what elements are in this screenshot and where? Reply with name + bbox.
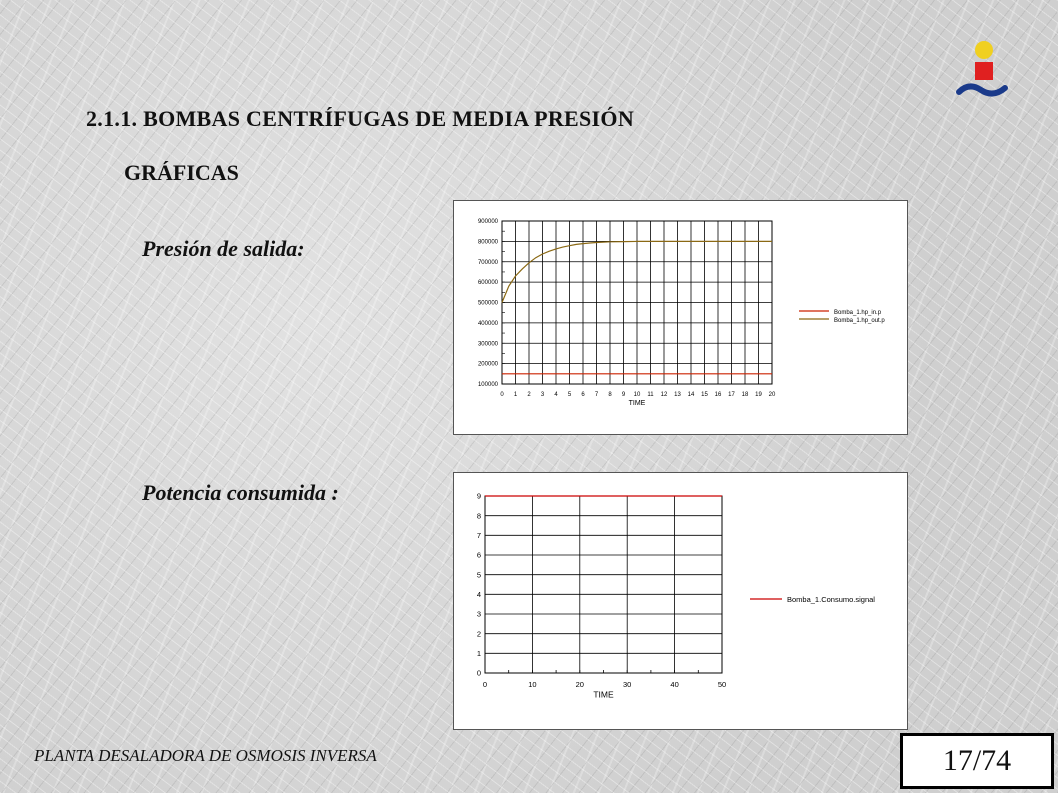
y-tick-label: 900000: [477, 219, 498, 226]
x-tick-label: 20: [575, 680, 584, 689]
x-tick-label: 17: [728, 392, 735, 398]
x-tick-label: 5: [567, 392, 572, 398]
y-tick-label: 400000: [477, 320, 498, 327]
logo-red-square: [975, 62, 993, 80]
x-tick-label: 10: [633, 392, 641, 398]
x-axis-label: TIME: [628, 400, 646, 407]
y-tick-label: 2: [476, 629, 481, 639]
x-tick-label: 50: [717, 680, 727, 689]
legend-label: Bomba_1.Consumo.signal: [787, 595, 875, 604]
y-tick-label: 7: [476, 530, 481, 540]
x-tick-label: 19: [755, 392, 762, 398]
x-tick-label: 16: [714, 392, 722, 398]
pressure-chart-label: Presión de salida:: [142, 236, 305, 261]
logo-blue-wave: [959, 86, 1005, 93]
page-subtitle: GRÁFICAS: [124, 160, 239, 185]
y-tick-label: 4: [476, 589, 481, 599]
y-tick-label: 1: [476, 648, 481, 658]
y-tick-label: 100000: [477, 382, 498, 389]
x-tick-label: 40: [670, 680, 679, 689]
y-tick-label: 8: [476, 511, 481, 521]
x-tick-label: 1: [513, 392, 518, 398]
x-tick-label: 20: [768, 392, 776, 398]
power-chart-label: Potencia consumida :: [142, 480, 339, 505]
legend-label: Bomba_1.hp_in.p: [834, 310, 882, 316]
x-tick-label: 12: [660, 392, 668, 398]
x-tick-label: 9: [621, 392, 626, 398]
x-tick-label: 0: [482, 680, 488, 689]
y-tick-label: 200000: [477, 361, 498, 368]
pressure-chart: [453, 200, 908, 435]
y-tick-label: 9: [476, 491, 481, 501]
page-title: 2.1.1. BOMBAS CENTRÍFUGAS DE MEDIA PRESIÓN: [86, 106, 635, 131]
x-tick-label: 6: [581, 392, 585, 398]
footer-text: PLANTA DESALADORA DE OSMOSIS INVERSA: [34, 746, 377, 765]
x-tick-label: 2: [527, 392, 531, 398]
x-tick-label: 13: [674, 392, 681, 398]
x-tick-label: 10: [528, 680, 537, 689]
x-tick-label: 11: [647, 392, 654, 398]
logo-yellow-circle: [975, 41, 993, 59]
y-tick-label: 700000: [477, 259, 498, 266]
y-tick-label: 300000: [477, 341, 498, 348]
y-tick-label: 5: [476, 570, 481, 580]
x-tick-label: 8: [608, 392, 612, 398]
x-tick-label: 30: [623, 680, 632, 689]
pressure-chart-svg: [454, 201, 907, 434]
legend-label: Bomba_1.hp_out.p: [834, 318, 885, 324]
y-tick-label: 0: [476, 668, 481, 678]
power-chart: [453, 472, 908, 730]
x-tick-label: 18: [741, 392, 749, 398]
x-tick-label: 4: [554, 392, 558, 398]
y-tick-label: 3: [476, 609, 481, 619]
y-tick-label: 6: [476, 550, 481, 560]
university-logo: [955, 38, 1011, 104]
y-tick-label: 800000: [477, 239, 498, 246]
page-number: 17/74: [900, 733, 1054, 789]
x-tick-label: 14: [687, 392, 695, 398]
x-tick-label: 7: [594, 392, 599, 398]
x-tick-label: 15: [701, 392, 708, 398]
plot-area: [485, 496, 722, 673]
y-tick-label: 500000: [477, 300, 498, 307]
x-tick-label: 0: [500, 392, 504, 398]
y-tick-label: 600000: [477, 280, 498, 287]
x-axis-label: TIME: [593, 689, 614, 700]
power-chart-svg: [454, 473, 907, 729]
x-tick-label: 3: [540, 392, 545, 398]
